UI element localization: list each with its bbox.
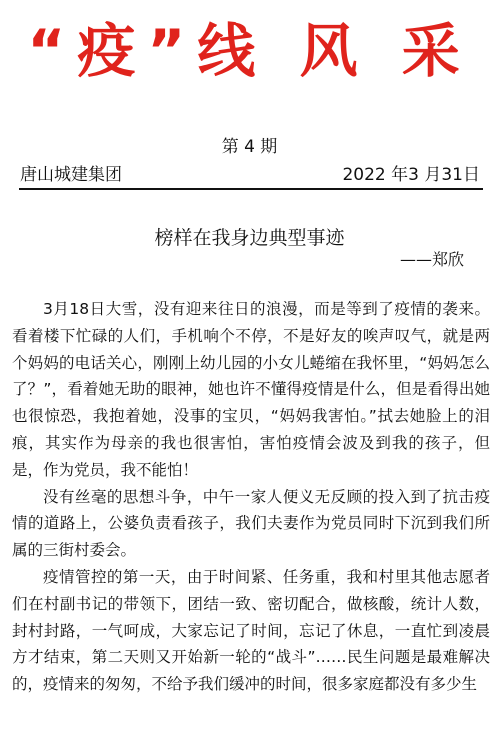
- publisher-row: [20, 163, 480, 187]
- paragraph: 没有丝毫的思想斗争，中午一家人便义无反顾的投入到了抗击疫情的道路上，公婆负责看孩子，我们夫妻作为党员同时下沉到我们所属的三街村委会。: [12, 487, 490, 560]
- article-author: ——郑欣: [399, 250, 464, 269]
- issue-number: 第 4 期: [221, 137, 278, 157]
- publish-date: 2022 年3 月31日: [342, 165, 480, 185]
- publisher-name: 唐山城建集团: [20, 165, 122, 185]
- masthead-title: “疫”线 风 采: [27, 17, 472, 85]
- paragraph: 3月18日大雪，没有迎来往日的浪漫，而是等到了疫情的袭来。看着楼下忙碌的人们，手机响个不停，不是好友的唉声叹气，就是两个妈妈的电话关心，刚刚上幼儿园的小女儿蜷缩在我怀里，“妈妈怎么了？”，看着她无助的眼神，她也许不懂得疫情是什么，但是看得出她也很惊恐，我抱着她，没事的宝贝，“妈妈我害怕。”拭去她脸上的泪痕，其实作为母亲的我也很害怕，害怕疫情会波及到我的孩子，但是，作为党员，我不能怕！: [12, 300, 490, 479]
- header-divider: [19, 188, 483, 190]
- paragraph: 疫情管控的第一天，由于时间紧、任务重，我和村里其他志愿者们在村副书记的带领下，团结一致、密切配合，做核酸，统计人数，封村封路，一气呵成，大家忘记了时间，忘记了休息，一直忙到凌晨方才结束，第二天则又开始新一轮的“战斗”……民生问题是最难解决的，疫情来的匆匆，不给予我们缓冲的时间，很多家庭都没有多少生: [12, 567, 490, 694]
- article-title: 榜样在我身边典型事迹: [154, 227, 345, 249]
- article-body: [12, 296, 490, 698]
